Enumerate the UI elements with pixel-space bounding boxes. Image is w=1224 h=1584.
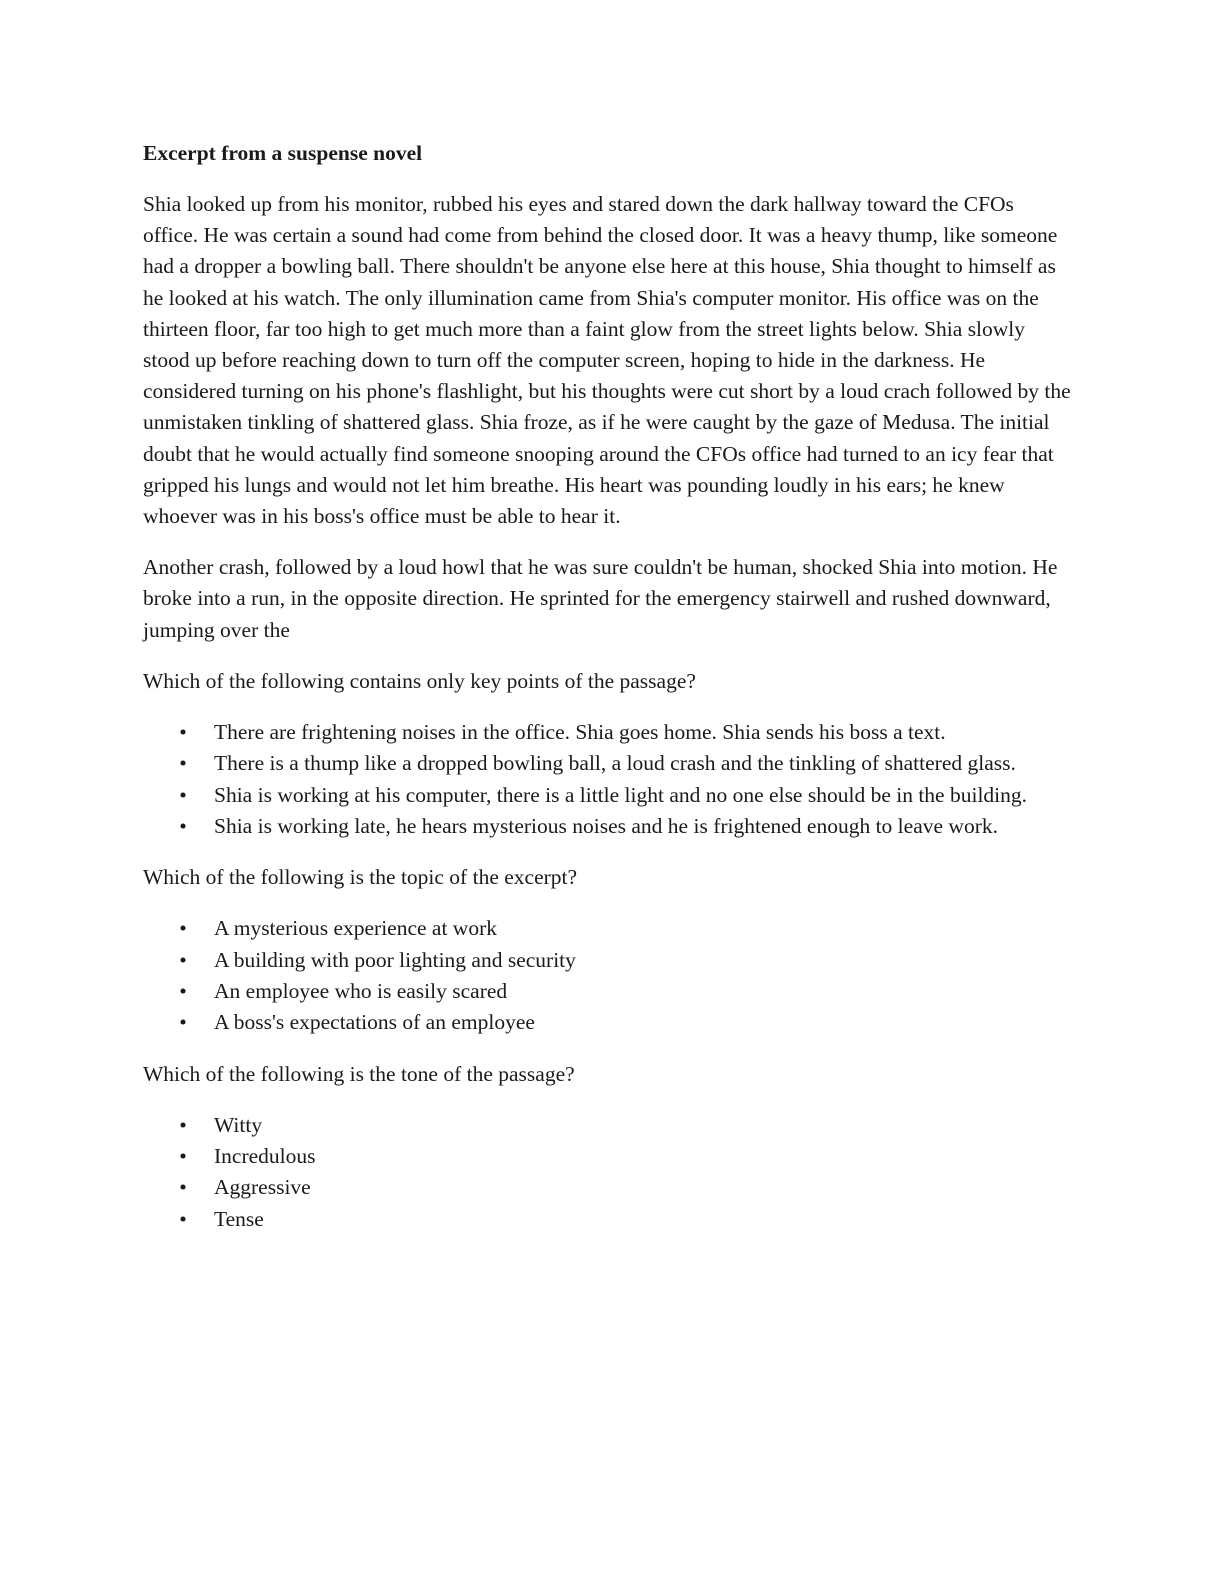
question-2-option — [143, 1007, 1073, 1038]
question-2-prompt: Which of the following is the topic of the excerpt? — [143, 865, 578, 890]
passage-paragraph-2: Another crash, followed by a loud howl that he was sure couldn't be human, shocked Shia into motion. He broke into a run, in the opposite direction. He sprinted for the emergency stairwell and rushed downward, jumping over the — [143, 555, 1058, 642]
option-text: A boss's expectations of an employee — [214, 1010, 535, 1035]
question-1-option — [143, 780, 1073, 811]
bullet-icon: • — [179, 720, 187, 745]
question-2-options — [143, 913, 1073, 1038]
bullet-icon: • — [179, 947, 187, 972]
question-2-option — [143, 976, 1073, 1007]
passage-paragraph-1: Shia looked up from his monitor, rubbed his eyes and stared down the dark hallway toward the CFOs office. He was certain a sound had come from behind the closed door. It was a heavy thump, like someone had a dropper a bowling ball. There shouldn't be anyone else here at this house, Shia thought to himself as he looked at his watch. The only illumination came from Shia's computer monitor. His office was on the thirteen floor, far too high to get much more than a faint glow from the street lights below. Shia slowly stood up before reaching down to turn off the computer screen, hoping to hide in the darkness. He considered turning on his phone's flashlight, but his thoughts were cut short by a loud crach followed by the unmistaken tinkling of shattered glass. Shia froze, as if he were caught by the gaze of Medusa. The initial doubt that he would actually find someone snooping around the CFOs office had turned to an icy fear that gripped his lungs and would not let him breathe. His heart was pounding loudly in his ears; he knew whoever was in his boss's office must be able to hear it. — [143, 192, 1071, 529]
option-text: Tense — [214, 1206, 264, 1231]
bullet-icon: • — [179, 813, 187, 838]
question-2-option — [143, 945, 1073, 976]
question-3-option — [143, 1110, 1073, 1141]
bullet-icon: • — [179, 916, 187, 941]
question-1-option — [143, 748, 1073, 779]
question-3-option — [143, 1204, 1073, 1235]
question-2-option — [143, 913, 1073, 944]
document-title: Excerpt from a suspense novel — [143, 141, 423, 165]
bullet-icon: • — [179, 1144, 187, 1169]
question-3-prompt: Which of the following is the tone of the passage? — [143, 1061, 575, 1086]
bullet-icon: • — [179, 979, 187, 1004]
bullet-icon: • — [179, 751, 187, 776]
option-text: There is a thump like a dropped bowling ball, a loud crash and the tinkling of shattered glass. — [214, 751, 1016, 776]
bullet-icon: • — [179, 1206, 187, 1231]
option-text: Incredulous — [214, 1144, 316, 1169]
bullet-icon: • — [179, 1175, 187, 1200]
document-page — [143, 138, 1073, 1255]
option-text: Aggressive — [214, 1175, 311, 1200]
question-1-option — [143, 717, 1073, 748]
question-1-options — [143, 717, 1073, 842]
question-3-option — [143, 1172, 1073, 1203]
question-3-option — [143, 1141, 1073, 1172]
bullet-icon: • — [179, 1112, 187, 1137]
option-text: An employee who is easily scared — [214, 979, 508, 1004]
option-text: Shia is working late, he hears mysterious noises and he is frightened enough to leave work. — [214, 813, 998, 838]
option-text: There are frightening noises in the office. Shia goes home. Shia sends his boss a text. — [214, 720, 946, 745]
bullet-icon: • — [179, 1010, 187, 1035]
option-text: A mysterious experience at work — [214, 916, 497, 941]
option-text: Witty — [214, 1112, 263, 1137]
question-3-options — [143, 1110, 1073, 1235]
bullet-icon: • — [179, 782, 187, 807]
question-1-prompt: Which of the following contains only key points of the passage? — [143, 668, 696, 693]
option-text: Shia is working at his computer, there is a little light and no one else should be in the building. — [214, 782, 1028, 807]
option-text: A building with poor lighting and security — [214, 947, 576, 972]
question-1-option — [143, 811, 1073, 842]
